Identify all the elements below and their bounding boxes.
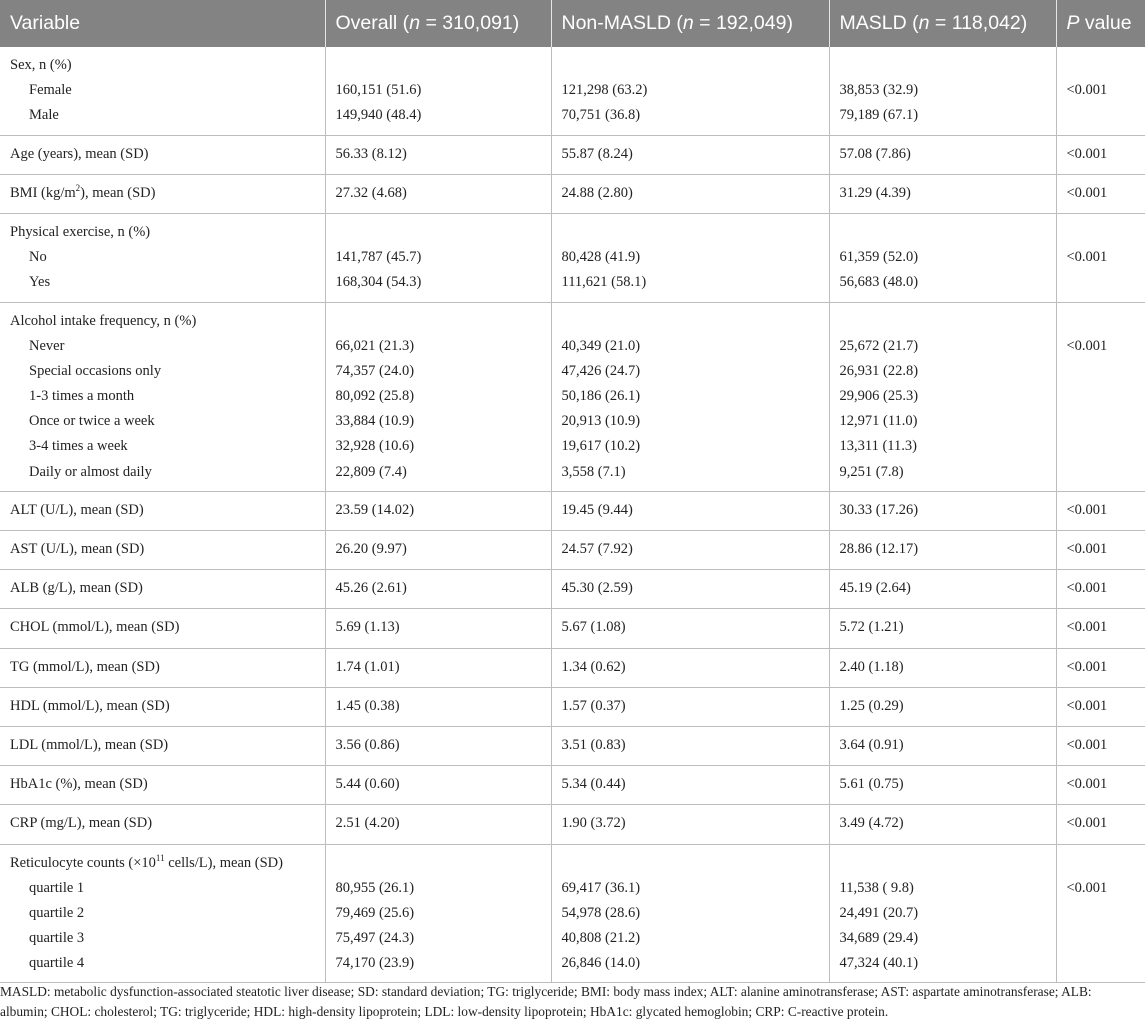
overall-value: 1.74 (1.01): [335, 658, 400, 675]
variable-label: LDL (mmol/L), mean (SD): [10, 736, 169, 753]
overall-cell: [325, 609, 551, 648]
variable-cell: [0, 609, 325, 648]
p-value: <0.001: [1066, 580, 1108, 597]
masld-value: 47,324 (40.1): [839, 955, 919, 972]
p-value: <0.001: [1066, 815, 1108, 832]
masld-value: 38,853 (32.9): [839, 82, 919, 99]
non-masld-value: 50,186 (26.1): [561, 388, 641, 405]
masld-value: 5.72 (1.21): [839, 619, 904, 636]
overall-cell: [325, 844, 551, 983]
masld-value: 28.86 (12.17): [839, 541, 919, 557]
non-masld-value: 70,751 (36.8): [561, 107, 641, 124]
p-value-cell: [1056, 609, 1145, 648]
overall-cell: [325, 174, 551, 213]
non-masld-value: 1.34 (0.62): [561, 658, 626, 675]
spacer: [336, 309, 541, 334]
overall-cell: [325, 805, 551, 844]
overall-value: 149,940 (48.4): [335, 107, 422, 124]
variable-label: ALB (g/L), mean (SD): [10, 580, 143, 597]
subcategory-label: quartile 4: [29, 955, 85, 972]
non-masld-value: 45.30 (2.59): [561, 580, 633, 597]
non-masld-value: 80,428 (41.9): [561, 249, 641, 266]
non-masld-cell: [551, 135, 829, 174]
spacer: [840, 220, 1046, 245]
p-value-cell: [1056, 844, 1145, 983]
overall-value: 79,469 (25.6): [335, 904, 415, 921]
table-header: [0, 0, 1145, 47]
overall-cell: [325, 726, 551, 765]
p-value-cell: [1056, 174, 1145, 213]
table-row: [0, 687, 1145, 726]
non-masld-value: 24.88 (2.80): [561, 184, 633, 201]
overall-value: 5.44 (0.60): [335, 776, 400, 793]
overall-value: 32,928 (10.6): [335, 438, 415, 455]
subcategory-label: Never: [29, 337, 65, 354]
spacer: [336, 53, 541, 78]
masld-cell: [829, 213, 1056, 302]
p-value-cell: [1056, 491, 1145, 530]
masld-cell: [829, 805, 1056, 844]
variable-label: BMI $(kg/m^2)$, mean (SD): [10, 182, 156, 201]
variable-cell: [0, 491, 325, 530]
non-masld-value: 54,978 (28.6): [561, 904, 641, 921]
p-value-cell: [1056, 302, 1145, 491]
variable-cell: [0, 766, 325, 805]
variable-label: TG (mmol/L), mean (SD): [10, 658, 160, 675]
variable-cell: [0, 302, 325, 491]
overall-cell: [325, 491, 551, 530]
p-value: <0.001: [1066, 501, 1108, 518]
masld-cell: [829, 844, 1056, 983]
masld-cell: [829, 302, 1056, 491]
masld-value: 45.19 (2.64): [839, 580, 911, 597]
p-value-cell: [1056, 648, 1145, 687]
overall-cell: [325, 570, 551, 609]
variable-cell: [0, 726, 325, 765]
masld-value: 9,251 (7.8): [839, 463, 904, 480]
non-masld-value: 69,417 (36.1): [561, 879, 641, 896]
subcategory-label: quartile 3: [29, 930, 85, 947]
spacer: [840, 309, 1046, 334]
p-value-cell: [1056, 135, 1145, 174]
group-label: Reticulocyte counts ($\times 10^{11}$ cells/L), mean (SD): [10, 852, 283, 871]
overall-value: 75,497 (24.3): [335, 930, 415, 947]
p-value: <0.001: [1066, 541, 1108, 557]
variable-cell: [0, 844, 325, 983]
non-masld-cell: [551, 805, 829, 844]
non-masld-cell: [551, 491, 829, 530]
non-masld-cell: [551, 648, 829, 687]
masld-cell: [829, 47, 1056, 135]
spacer: [562, 53, 819, 78]
overall-cell: [325, 687, 551, 726]
masld-value: 56,683 (48.0): [839, 274, 919, 291]
masld-value: 3.49 (4.72): [839, 815, 904, 832]
overall-cell: [325, 648, 551, 687]
non-masld-cell: [551, 609, 829, 648]
overall-value: 45.26 (2.61): [335, 580, 407, 597]
masld-cell: [829, 766, 1056, 805]
non-masld-cell: [551, 766, 829, 805]
non-masld-cell: [551, 726, 829, 765]
masld-value: 29,906 (25.3): [839, 388, 919, 405]
subcategory-label: 3-4 times a week: [29, 438, 128, 455]
masld-value: 26,931 (22.8): [839, 362, 919, 379]
masld-value: 13,311 (11.3): [839, 438, 917, 455]
variable-label: Age (years), mean (SD): [10, 145, 149, 162]
overall-cell: [325, 47, 551, 135]
overall-value: 168,304 (54.3): [335, 274, 422, 291]
subcategory-label: Female: [29, 82, 72, 99]
spacer: [1067, 220, 1136, 245]
overall-value: 74,170 (23.9): [335, 955, 415, 972]
variable-cell: [0, 805, 325, 844]
variable-label: AST (U/L), mean (SD): [10, 541, 145, 557]
p-value: <0.001: [1066, 697, 1108, 714]
table-row: [0, 570, 1145, 609]
non-masld-value: 24.57 (7.92): [561, 541, 633, 557]
group-label: Physical exercise, n (%): [10, 223, 151, 240]
variable-label: ALT (U/L), mean (SD): [10, 501, 144, 518]
p-value: <0.001: [1066, 658, 1108, 675]
masld-value: 5.61 (0.75): [839, 776, 904, 793]
table-row: [0, 174, 1145, 213]
subcategory-label: quartile 1: [29, 879, 85, 896]
masld-value: 79,189 (67.1): [839, 107, 919, 124]
p-value-cell: [1056, 570, 1145, 609]
non-masld-cell: [551, 213, 829, 302]
overall-cell: [325, 213, 551, 302]
non-masld-cell: [551, 174, 829, 213]
subcategory-label: Male: [29, 107, 59, 124]
variable-cell: [0, 213, 325, 302]
non-masld-value: 121,298 (63.2): [561, 82, 648, 99]
non-masld-value: 20,913 (10.9): [561, 413, 641, 430]
non-masld-cell: [551, 302, 829, 491]
subcategory-label: Special occasions only: [29, 362, 162, 379]
spacer: [840, 851, 1046, 876]
non-masld-value: 55.87 (8.24): [561, 145, 633, 162]
non-masld-value: 19,617 (10.2): [561, 438, 641, 455]
masld-cell: [829, 135, 1056, 174]
non-masld-cell: [551, 570, 829, 609]
variable-cell: [0, 47, 325, 135]
subcategory-label: No: [29, 249, 47, 266]
group-label: Alcohol intake frequency, n (%): [10, 312, 197, 329]
non-masld-value: 3,558 (7.1): [561, 463, 626, 480]
non-masld-cell: [551, 844, 829, 983]
header-row: [0, 0, 1145, 47]
masld-value: 3.64 (0.91): [839, 736, 904, 753]
overall-cell: [325, 135, 551, 174]
non-masld-value: 19.45 (9.44): [561, 501, 633, 518]
spacer: [336, 220, 541, 245]
non-masld-value: 40,808 (21.2): [561, 930, 641, 947]
p-value: <0.001: [1066, 776, 1108, 793]
spacer: [562, 220, 819, 245]
group-label: Sex, n (%): [10, 57, 72, 73]
overall-value: 26.20 (9.97): [335, 541, 407, 557]
table-row: [0, 609, 1145, 648]
subcategory-label: 1-3 times a month: [29, 388, 135, 405]
non-masld-cell: [551, 531, 829, 570]
spacer: [336, 851, 541, 876]
table-row: [0, 766, 1145, 805]
spacer: [562, 851, 819, 876]
spacer: [1067, 851, 1136, 876]
p-value-cell: [1056, 687, 1145, 726]
overall-value: 66,021 (21.3): [335, 337, 415, 354]
masld-cell: [829, 531, 1056, 570]
masld-cell: [829, 648, 1056, 687]
masld-value: 1.25 (0.29): [839, 697, 904, 714]
masld-cell: [829, 726, 1056, 765]
variable-cell: [0, 687, 325, 726]
masld-cell: [829, 174, 1056, 213]
spacer: [562, 309, 819, 334]
variable-label: CHOL (mmol/L), mean (SD): [10, 619, 180, 636]
masld-cell: [829, 609, 1056, 648]
p-value-cell: [1056, 531, 1145, 570]
spacer: [840, 53, 1046, 78]
spacer: [1067, 309, 1136, 334]
overall-value: 5.69 (1.13): [335, 619, 400, 636]
table-row: [0, 531, 1145, 570]
p-value: <0.001: [1066, 249, 1108, 266]
table-row: [0, 47, 1145, 135]
table-row: [0, 135, 1145, 174]
p-value: <0.001: [1066, 619, 1108, 636]
overall-value: 56.33 (8.12): [335, 145, 407, 162]
p-value-cell: [1056, 213, 1145, 302]
header-variable: Variable: [0, 0, 325, 47]
non-masld-cell: [551, 687, 829, 726]
masld-value: 57.08 (7.86): [839, 145, 911, 162]
non-masld-value: 47,426 (24.7): [561, 362, 641, 379]
subcategory-label: Once or twice a week: [29, 413, 155, 430]
variable-cell: [0, 135, 325, 174]
table-row: [0, 302, 1145, 491]
masld-value: 34,689 (29.4): [839, 930, 919, 947]
overall-cell: [325, 302, 551, 491]
variable-label: CRP (mg/L), mean (SD): [10, 815, 153, 832]
p-value: <0.001: [1066, 337, 1108, 354]
overall-value: 80,092 (25.8): [335, 388, 415, 405]
masld-value: 2.40 (1.18): [839, 658, 904, 675]
table-row: [0, 844, 1145, 983]
non-masld-value: 26,846 (14.0): [561, 955, 641, 972]
masld-value: 12,971 (11.0): [839, 413, 918, 430]
p-value: <0.001: [1066, 82, 1108, 99]
table-row: [0, 648, 1145, 687]
header-overall: Overall (n = 310,091): [325, 0, 551, 47]
p-value: <0.001: [1066, 145, 1108, 162]
header-non-masld: Non-MASLD (n = 192,049): [551, 0, 829, 47]
table-body: [0, 47, 1145, 983]
non-masld-value: 111,621 (58.1): [561, 274, 647, 291]
overall-cell: [325, 766, 551, 805]
masld-value: 61,359 (52.0): [839, 249, 919, 266]
spacer: [1067, 53, 1136, 78]
p-value: <0.001: [1066, 736, 1108, 753]
overall-value: 160,151 (51.6): [335, 82, 422, 99]
masld-cell: [829, 570, 1056, 609]
non-masld-cell: [551, 47, 829, 135]
non-masld-value: 40,349 (21.0): [561, 337, 641, 354]
non-masld-value: 5.67 (1.08): [561, 619, 626, 636]
overall-value: 33,884 (10.9): [335, 413, 415, 430]
variable-cell: [0, 174, 325, 213]
table-footnote: MASLD: metabolic dysfunction-associated steatotic liver disease; SD: standard deviation; TG: triglyceride; BMI: body mass index; ALT: alanine aminotransferase; AST: aspartate aminotransferase; ALB: albumin; CHOL: cholesterol; TG: triglyceride; HDL: high-density lipoprotein; LDL: low-density lipoprotein; HbA1c: glycated hemoglobin; CRP: C-reactive protein.: [0, 984, 1092, 1019]
masld-value: 31.29 (4.39): [839, 184, 911, 201]
overall-value: 2.51 (4.20): [335, 815, 400, 832]
overall-value: 27.32 (4.68): [335, 184, 407, 201]
overall-cell: [325, 531, 551, 570]
overall-value: 1.45 (0.38): [335, 697, 400, 714]
masld-value: 25,672 (21.7): [839, 337, 919, 354]
non-masld-value: 1.57 (0.37): [561, 697, 626, 714]
non-masld-value: 1.90 (3.72): [561, 815, 626, 832]
table-row: [0, 491, 1145, 530]
masld-value: 24,491 (20.7): [839, 904, 919, 921]
masld-cell: [829, 687, 1056, 726]
masld-cell: [829, 491, 1056, 530]
p-value-cell: [1056, 726, 1145, 765]
variable-label: HbA1c (%), mean (SD): [10, 776, 148, 793]
overall-value: 3.56 (0.86): [335, 736, 400, 753]
p-value-cell: [1056, 805, 1145, 844]
overall-value: 80,955 (26.1): [335, 879, 415, 896]
non-masld-value: 5.34 (0.44): [561, 776, 626, 793]
subcategory-label: Daily or almost daily: [29, 463, 152, 480]
overall-value: 74,357 (24.0): [335, 362, 415, 379]
subcategory-label: Yes: [29, 274, 51, 291]
p-value: <0.001: [1066, 879, 1108, 896]
p-value: <0.001: [1066, 184, 1108, 201]
table-row: [0, 805, 1145, 844]
overall-value: 22,809 (7.4): [335, 463, 407, 480]
variable-cell: [0, 648, 325, 687]
overall-value: 141,787 (45.7): [335, 249, 422, 266]
table-row: [0, 726, 1145, 765]
p-value-cell: [1056, 766, 1145, 805]
table-row: [0, 213, 1145, 302]
non-masld-value: 3.51 (0.83): [561, 736, 626, 753]
variable-cell: [0, 531, 325, 570]
variable-label: HDL (mmol/L), mean (SD): [10, 697, 170, 714]
subcategory-label: quartile 2: [29, 904, 85, 921]
overall-value: 23.59 (14.02): [335, 501, 415, 518]
header-p-value: P value: [1056, 0, 1145, 47]
masld-value: 11,538 ( 9.8): [839, 879, 914, 896]
header-masld: MASLD (n = 118,042): [829, 0, 1056, 47]
variable-cell: [0, 570, 325, 609]
masld-value: 30.33 (17.26): [839, 501, 919, 518]
p-value-cell: [1056, 47, 1145, 135]
